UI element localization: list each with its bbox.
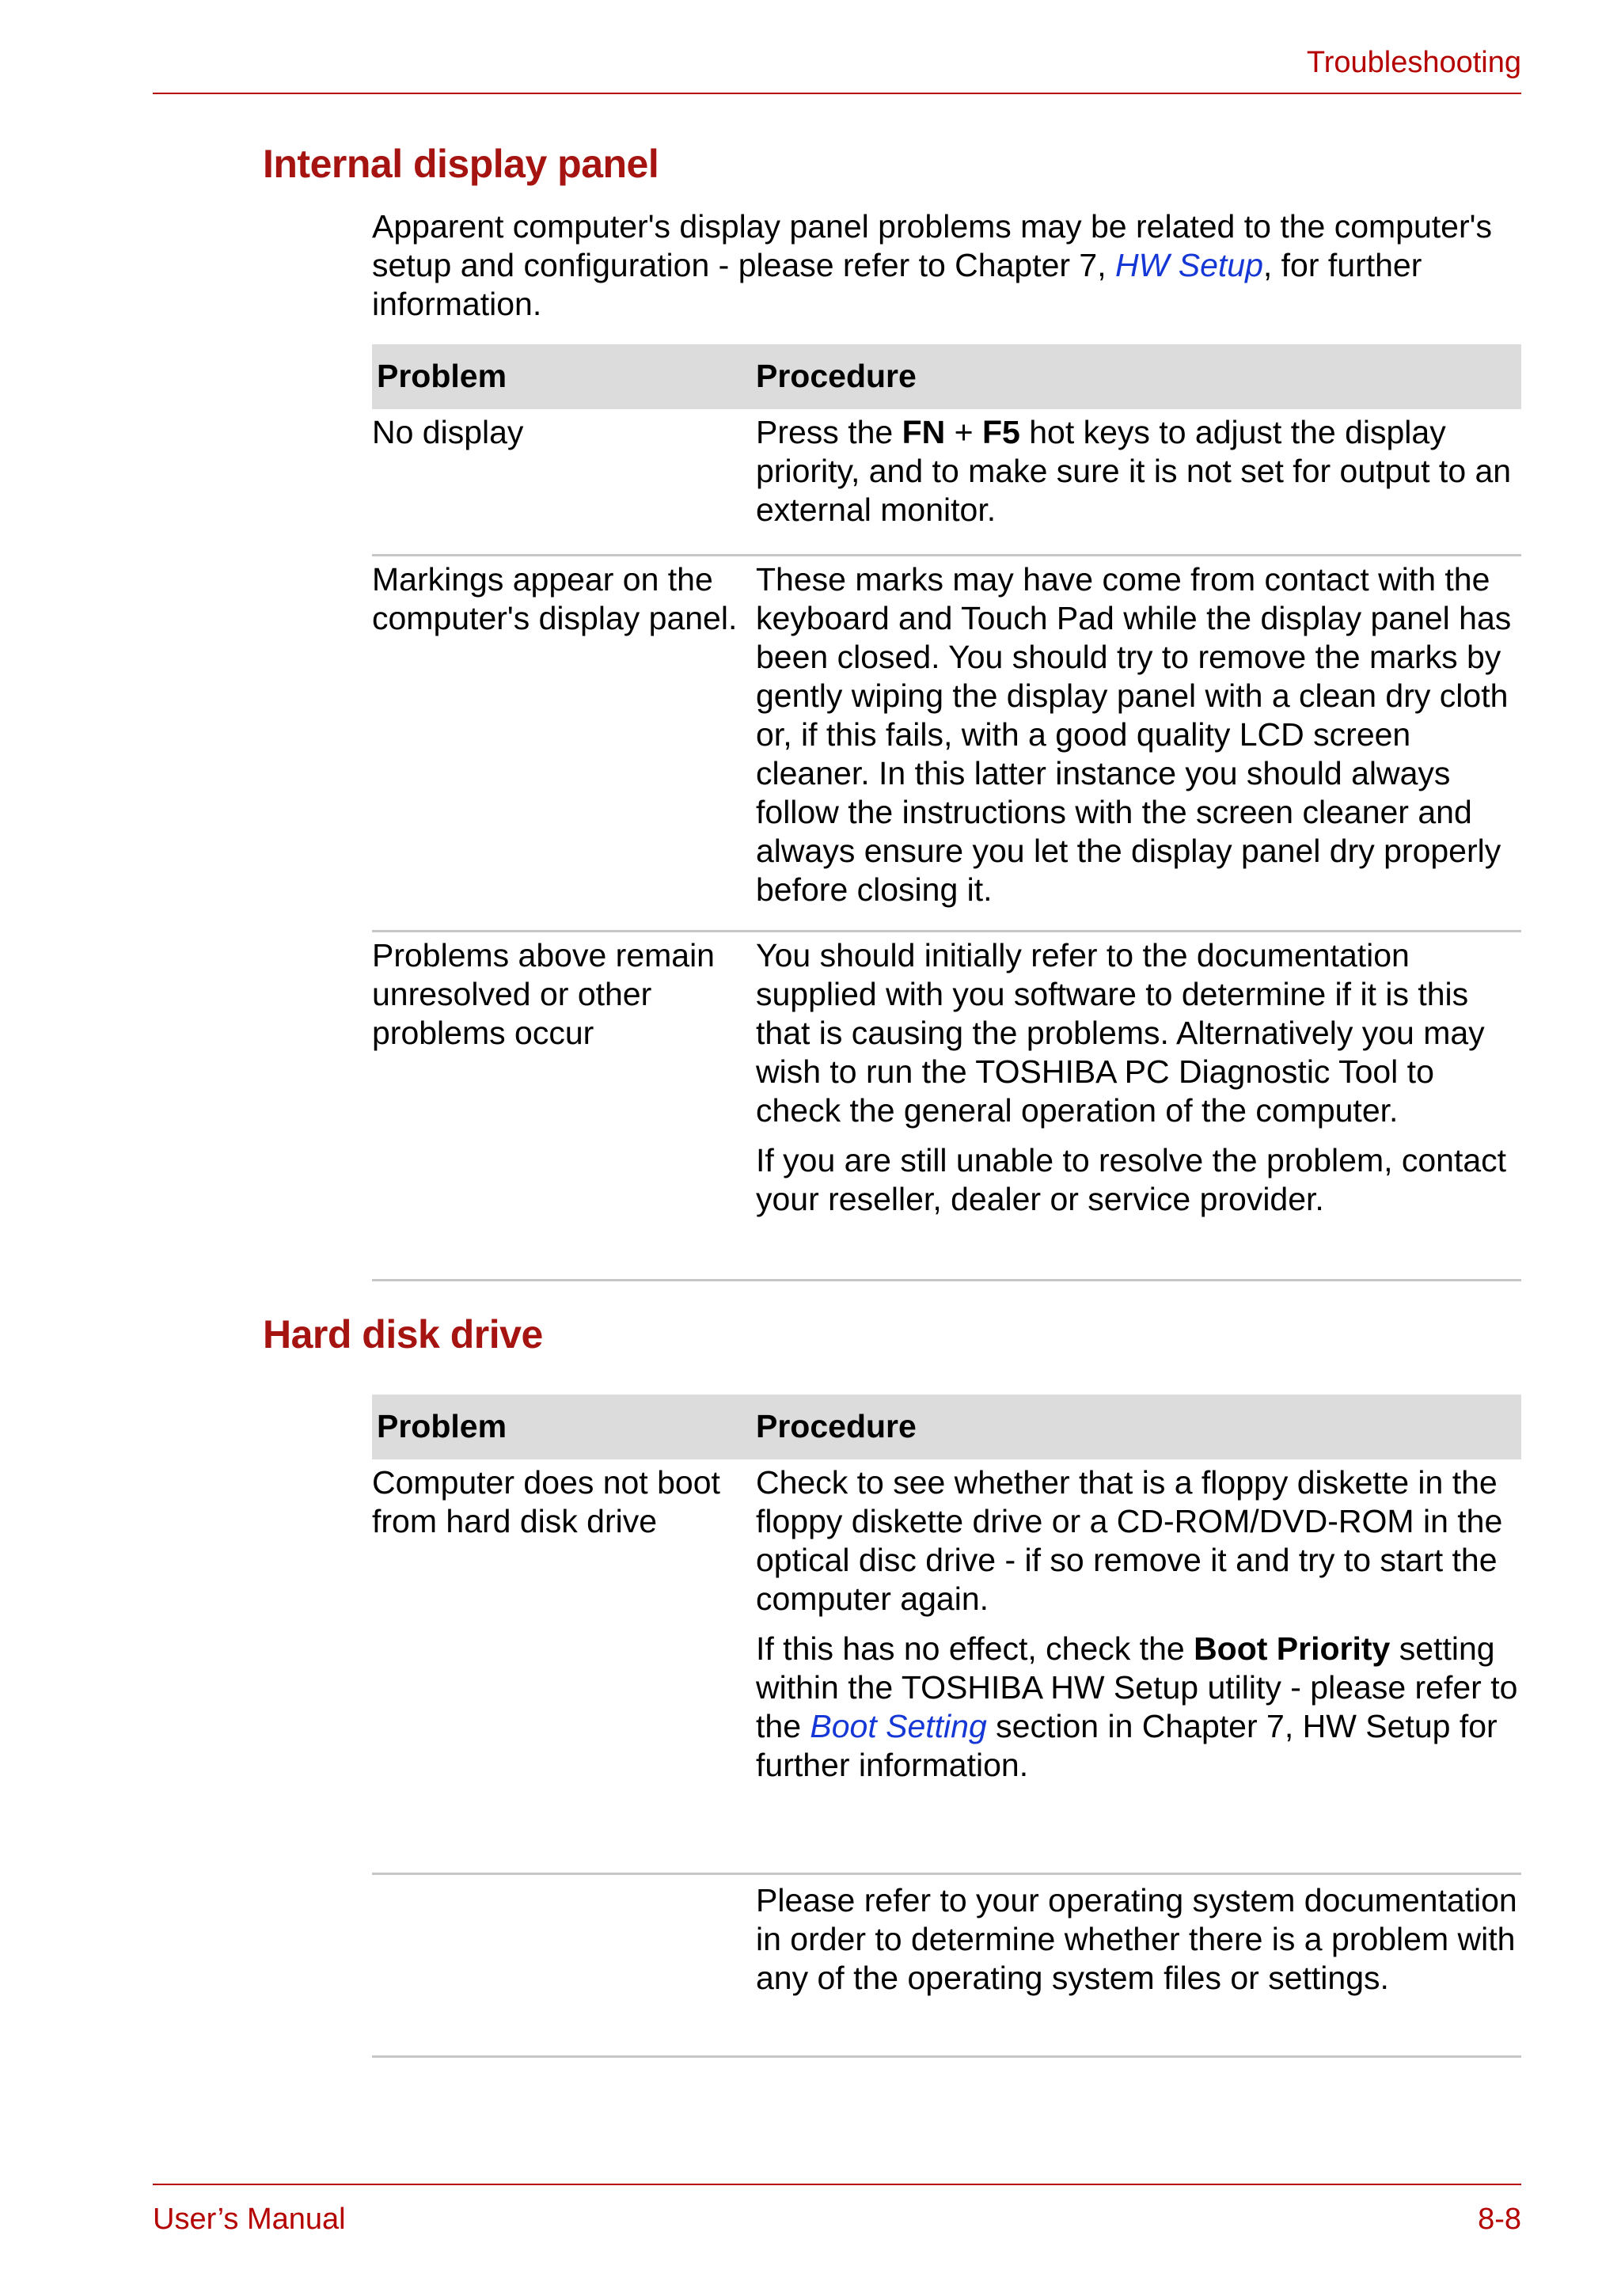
boot-priority-label: Boot Priority — [1194, 1630, 1391, 1667]
procedure-cell: Please refer to your operating system documentation in order to determine whether there is a problem with any of the operating system files or settings. — [756, 1882, 1517, 1996]
procedure-text: Press the — [756, 414, 902, 450]
procedure-cell — [756, 1463, 1528, 1785]
table-row — [372, 1873, 1521, 2058]
hw-setup-link[interactable]: HW Setup — [1115, 247, 1263, 283]
procedure-cell: These marks may have come from contact with the keyboard and Touch Pad while the display panel has been closed. You should try to remove the marks by gently wiping the display panel with a clean dry cloth or, if this fails, with a good quality LCD screen cleaner. In this latter instance you should always follow the instructions with the screen cleaner and always ensure you let the display panel dry properly before closing it. — [756, 561, 1512, 908]
intro-text-end: , for further information. — [372, 247, 1422, 322]
column-header-problem: Problem — [377, 358, 507, 394]
procedure-text: section in Chapter 7, HW Setup for further information. — [756, 1708, 1498, 1783]
procedure-paragraph: If you are still unable to resolve the problem, contact your reseller, dealer or service provider. — [756, 1142, 1507, 1217]
procedure-paragraph: Check to see whether that is a floppy diskette in the floppy diskette drive or a CD-ROM/DVD-ROM in the optical disc drive - if so remove it and try to start the computer again. — [756, 1464, 1503, 1617]
procedure-cell — [756, 936, 1528, 1219]
procedure-cell — [756, 413, 1528, 529]
table-row — [372, 932, 1521, 1281]
display-panel-table — [372, 344, 1521, 1281]
procedure-text: hot keys to adjust the display priority, and to make sure it is not set for output to an external monitor. — [756, 414, 1512, 528]
boot-setting-link[interactable]: Boot Setting — [810, 1708, 987, 1744]
footer-manual-title: User’s Manual — [153, 2203, 346, 2236]
column-header-procedure: Procedure — [756, 358, 917, 394]
f5-key-label: F5 — [981, 414, 1020, 450]
procedure-paragraph: You should initially refer to the documentation supplied with you software to determine if it is this that is causing the problems. Alternatively you may wish to run the TOSHIBA PC Diagnostic Tool to check the general operation of the computer. — [756, 937, 1485, 1129]
procedure-text: If this has no effect, check the — [756, 1630, 1194, 1667]
column-header-procedure: Procedure — [756, 1408, 917, 1444]
hard-disk-table — [372, 1395, 1521, 2058]
fn-key-label: FN — [902, 414, 946, 450]
intro-paragraph — [372, 207, 1528, 324]
plus-sign: + — [945, 414, 982, 450]
page-header — [153, 0, 1521, 94]
intro-text-start: Apparent computer's display panel problems may be related to the computer's setup and configuration - please refer to Chapter 7, — [372, 208, 1492, 283]
problem-cell: Problems above remain unresolved or other problems occur — [372, 937, 715, 1051]
page-footer — [153, 2184, 1521, 2236]
table-header — [372, 344, 1521, 409]
page-number: 8-8 — [1478, 2203, 1521, 2236]
table-row — [372, 1459, 1521, 1875]
procedure-text: setting within the TOSHIBA HW Setup utility - please refer to the — [756, 1630, 1518, 1744]
section-title-hard-disk: Hard disk drive — [263, 1312, 543, 1357]
section-title-internal-display: Internal display panel — [263, 142, 659, 186]
problem-cell: Markings appear on the computer's display panel. — [372, 561, 738, 636]
table-header — [372, 1395, 1521, 1459]
table-row — [372, 409, 1521, 556]
header-title: Troubleshooting — [1306, 46, 1521, 79]
problem-cell: No display — [372, 414, 524, 450]
procedure-paragraph — [756, 1630, 1528, 1785]
column-header-problem: Problem — [377, 1408, 507, 1444]
table-row — [372, 556, 1521, 932]
problem-cell: Computer does not boot from hard disk drive — [372, 1464, 720, 1539]
